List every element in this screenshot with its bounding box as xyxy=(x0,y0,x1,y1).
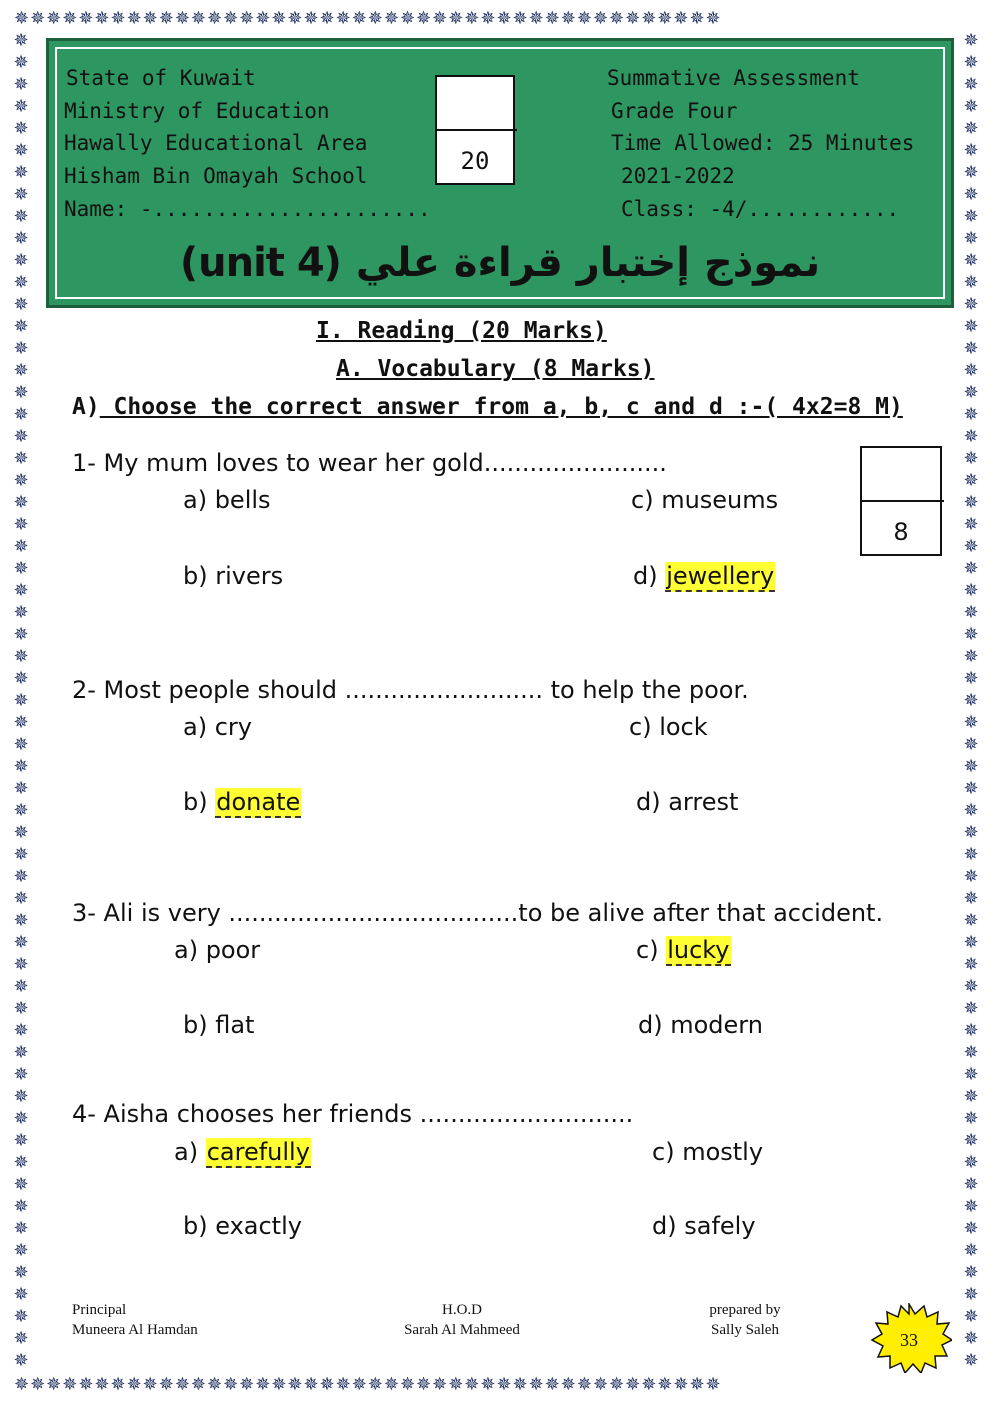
header-time: Time Allowed: 25 Minutes xyxy=(611,131,915,155)
class-field[interactable]: Class: -4/............ xyxy=(621,197,900,221)
q4-answer-highlight: carefully xyxy=(206,1138,310,1166)
section-title: I. Reading (20 Marks) xyxy=(316,318,607,344)
q3-option-d[interactable]: d) modern xyxy=(638,1011,763,1039)
q4-option-d[interactable]: d) safely xyxy=(652,1212,756,1240)
arabic-title: نموذج إختبار قراءة علي (unit 4) xyxy=(179,240,821,286)
page-number-badge xyxy=(866,1303,952,1373)
principal-role: Principal xyxy=(72,1302,127,1318)
q4-option-b[interactable]: b) exactly xyxy=(183,1212,302,1240)
question-1: 1- My mum loves to wear her gold........................ xyxy=(72,449,667,477)
q1-option-d-letter: d) xyxy=(633,562,666,590)
q2-option-c[interactable]: c) lock xyxy=(629,713,708,741)
header-ministry: Ministry of Education xyxy=(64,99,330,123)
question-4: 4- Aisha chooses her friends ............................ xyxy=(72,1100,634,1128)
q4-option-c[interactable]: c) mostly xyxy=(652,1138,764,1166)
hod-role: H.O.D xyxy=(442,1302,482,1318)
header-assessment: Summative Assessment xyxy=(607,66,860,90)
q1-option-a[interactable]: a) bells xyxy=(183,486,271,514)
page-border-right: ✵✵✵✵✵✵✵✵✵✵✵✵✵✵✵✵✵✵✵✵✵✵✵✵✵✵✵✵✵✵✵✵✵✵✵✵✵✵✵✵✵✵✵✵✵✵✵✵✵✵✵✵✵✵✵✵✵✵✵✵✵ xyxy=(963,30,979,1371)
q1-answer-highlight: jewellery xyxy=(666,562,775,590)
page-border-left: ✵✵✵✵✵✵✵✵✵✵✵✵✵✵✵✵✵✵✵✵✵✵✵✵✵✵✵✵✵✵✵✵✵✵✵✵✵✵✵✵✵✵✵✵✵✵✵✵✵✵✵✵✵✵✵✵✵✵✵✵✵ xyxy=(13,30,29,1371)
prepared-name: Sally Saleh xyxy=(711,1322,779,1338)
principal-name: Muneera Al Hamdan xyxy=(72,1322,198,1338)
q1-option-c[interactable]: c) museums xyxy=(631,486,779,514)
q3-option-a[interactable]: a) poor xyxy=(174,936,261,964)
total-marks: 20 xyxy=(460,147,490,175)
q2-option-b-letter: b) xyxy=(183,788,216,816)
marks-divider xyxy=(862,500,944,502)
q3-option-c-letter: c) xyxy=(636,936,667,964)
footer-prepared xyxy=(700,1300,790,1340)
section-subtitle: A. Vocabulary (8 Marks) xyxy=(336,356,655,382)
header-grade: Grade Four xyxy=(611,99,738,123)
page-border-bottom: ✵✵✵✵✵✵✵✵✵✵✵✵✵✵✵✵✵✵✵✵✵✵✵✵✵✵✵✵✵✵✵✵✵✵✵✵✵✵✵✵✵✵✵✵ xyxy=(14,1374,722,1395)
q4-option-a[interactable] xyxy=(174,1138,311,1166)
instruction xyxy=(72,394,903,420)
header-area: Hawally Educational Area xyxy=(64,131,368,155)
q2-option-d[interactable]: d) arrest xyxy=(636,788,739,816)
header-school: Hisham Bin Omayah School xyxy=(64,164,368,188)
q1-option-d[interactable] xyxy=(633,562,775,590)
footer-hod xyxy=(397,1300,527,1340)
header-year: 2021-2022 xyxy=(621,164,735,188)
instruction-prefix: A) xyxy=(72,394,100,420)
question-2: 2- Most people should .......................... to help the poor. xyxy=(72,676,749,704)
header-country: State of Kuwait xyxy=(66,66,256,90)
q2-answer-highlight: donate xyxy=(216,788,301,816)
q4-option-a-letter: a) xyxy=(174,1138,206,1166)
footer-principal xyxy=(72,1300,198,1340)
total-score-box xyxy=(435,75,515,185)
prepared-role: prepared by xyxy=(709,1302,781,1318)
hod-name: Sarah Al Mahmeed xyxy=(404,1322,520,1338)
q1-option-b[interactable]: b) rivers xyxy=(183,562,284,590)
instruction-text: Choose the correct answer from a, b, c and d :-( 4x2=8 M) xyxy=(99,394,903,420)
q3-option-c[interactable] xyxy=(636,936,731,964)
q2-option-a[interactable]: a) cry xyxy=(183,713,252,741)
question-3: 3- Ali is very ......................................to be alive after that accident. xyxy=(72,899,884,927)
q2-option-b[interactable] xyxy=(183,788,301,816)
section-marks: 8 xyxy=(893,518,909,546)
section-marks-box xyxy=(860,446,942,556)
q3-answer-highlight: lucky xyxy=(667,936,730,964)
name-field[interactable]: Name: -...................... xyxy=(64,197,431,221)
page-border-top: ✵✵✵✵✵✵✵✵✵✵✵✵✵✵✵✵✵✵✵✵✵✵✵✵✵✵✵✵✵✵✵✵✵✵✵✵✵✵✵✵✵✵✵✵ xyxy=(14,8,722,29)
page-number: 33 xyxy=(900,1330,918,1350)
score-divider xyxy=(437,129,517,131)
q3-option-b[interactable]: b) flat xyxy=(183,1011,255,1039)
